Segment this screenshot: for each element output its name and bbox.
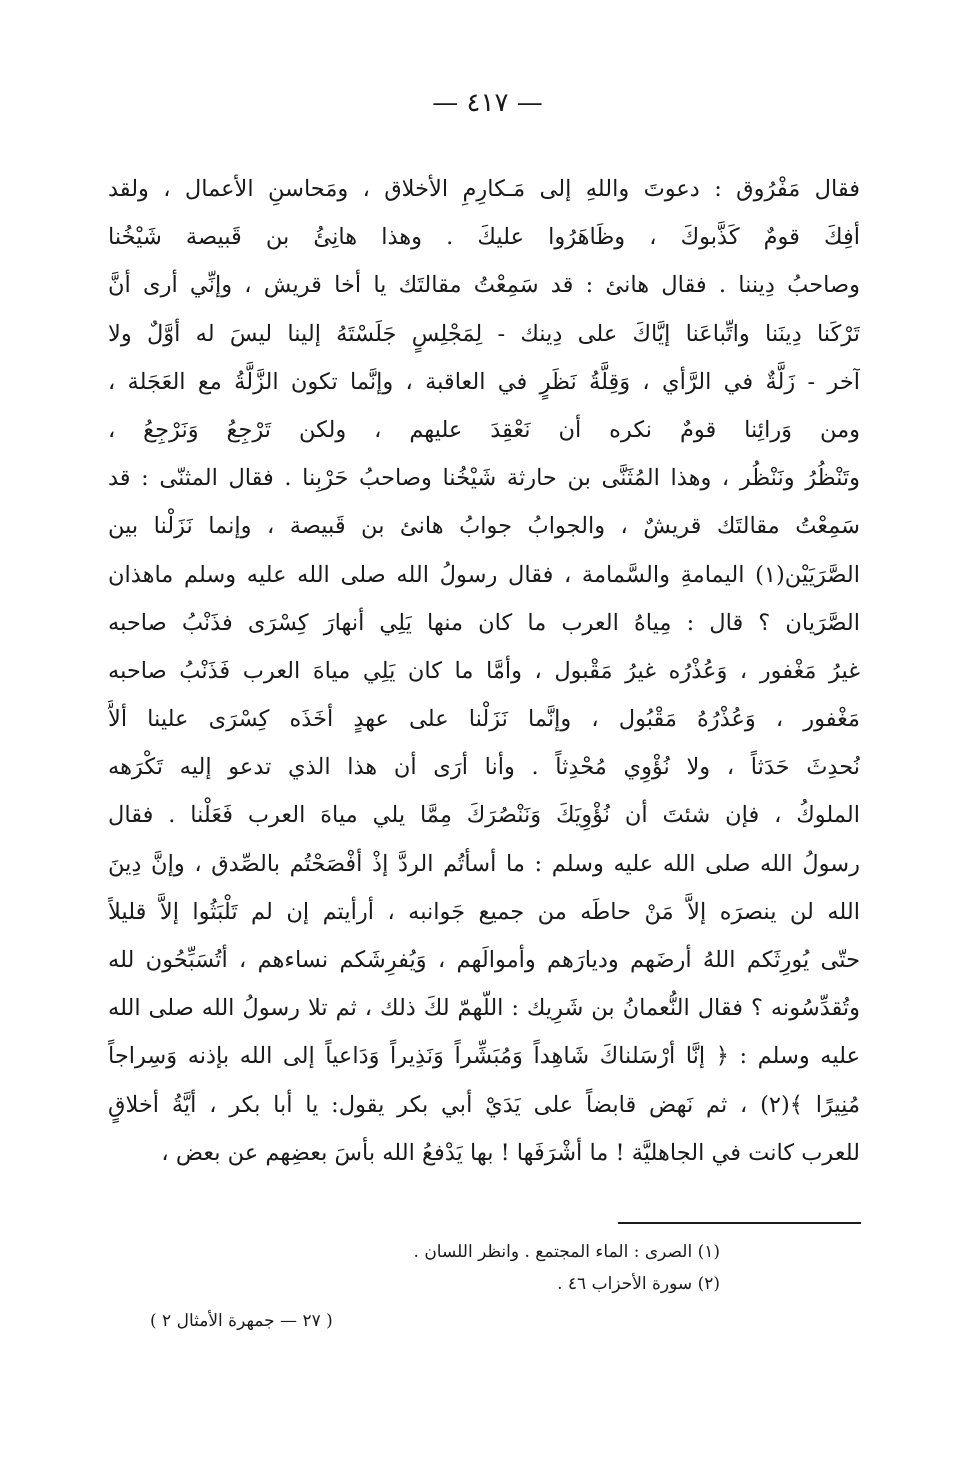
footnote-2: (٢) سورة الأحزاب ٤٦ . — [557, 1274, 720, 1294]
text-line: الله لن ينصرَه إلاَّ مَنْ حاطَه من جميع جَوانبه ، أرأيتم إن لم تَلْبَثُوا إلاَّ قليلاً — [108, 898, 860, 925]
body-text — [108, 165, 860, 1177]
text-line: ومن وَرائِنا قومٌ نكره أن نَعْقِدَ عليهم ، ولكن تَرْجِعُ وَنَرْجِعُ ، — [108, 416, 860, 443]
text-line: الصَّرَيان ؟ قال : مِياهُ العرب ما كان منها يَلِي أنهارَ كِسْرَى فذَنْبُ صاحبه — [108, 609, 860, 636]
page-number: — ٤١٧ — — [432, 88, 543, 118]
text-line: رسولُ الله صلى الله عليه وسلم : ما أسأتُم الردَّ إذْ أفْصَحْتُم بالصِّدق ، وإنَّ دِينَ — [108, 850, 860, 877]
footnote-1: (١) الصرى : الماء المجتمع . وانظر اللسان . — [413, 1242, 720, 1262]
text-line: وصاحبُ دِيننا . فقال هانئ : قد سَمِعْتُ مقالتَك يا أخا قريش ، وإنِّي أرى أنَّ — [108, 272, 860, 299]
text-line: وتُقدِّسُونه ؟ فقال النُّعمانُ بن شَرِيك : اللّهمّ لكَ ذلك ، ثم تلا رسولُ الله صلى الله — [108, 995, 860, 1022]
text-line: آخر - زَلَّةٌ في الرَّأي ، وَقِلَّةُ نَظَرٍ في العاقبة ، وإنَّما تكون الزَّلَّةُ مع العَجَلة ، — [108, 368, 860, 395]
text-line: الصَّرَيَيْن(١) اليمامةِ والسَّمامة ، فقال رسولُ الله صلى الله عليه وسلم ماهذان — [108, 561, 860, 588]
text-line: الملوكُ ، فإن شئتَ أن نُؤْوِيَكَ وَنَنْصُرَكَ مِمَّا يلي مياهَ العرب فَعَلْنا . فقال — [108, 802, 860, 829]
text-line: نُحدِثَ حَدَثاً ، ولا نُؤْوِي مُحْدِثاً . وأنا أرَى أن هذا الذي تدعو إليه تَكْرَهه — [108, 754, 860, 781]
text-line: حتّى يُورِثَكم اللهُ أرضَهم وديارَهم وأموالَهم ، وَيُفرِشَكم نساءهم ، أتُسَبِّحُون لله — [108, 947, 860, 973]
footnote-divider — [618, 1222, 861, 1224]
text-line: سَمِعْتُ مقالتَك قريشٌ ، والجوابُ جوابُ هانئ بن قَبيصة ، وإنما نَزَلْنا بين — [108, 513, 860, 540]
text-line: فقال مَفْرُوق : دعوتَ واللهِ إلى مَـكارِمِ الأخلاق ، ومَحاسنِ الأعمال ، ولقد — [108, 176, 860, 202]
text-line: مُنِيرًا ﴾(٢) ، ثم نَهض قابضاً على يَدَيْ أبي بكر يقول: يا أبا بكر ، أيَّةُ أخلاقٍ — [108, 1091, 860, 1118]
text-line: مَغْفور ، وَعُذْرُهُ مَقْبُول ، وإنَّما نَزَلْنا على عهدٍ أخَذَه كِسْرَى علينا ألاَّ — [108, 706, 860, 733]
text-line: للعرب كانت في الجاهليَّة ! ما أشْرَفَها ! بها يَدْفعُ الله بأسَ بعضِهم عن بعض ، — [161, 1139, 860, 1166]
footnotes — [414, 1236, 720, 1300]
text-line: تَرْكَنا دِينَنا واتِّباعَنا إيَّاكَ على دِينك - لِمَجْلِسٍ جَلَسْتَهُ إلينا ليسَ له أوَّلٌ ولا — [108, 320, 860, 347]
printer-signature: ( ٢٧ — جمهرة الأمثال ٢ ) — [150, 1311, 333, 1331]
text-line: وتَنْظُرُ ونَنْظُر ، وهذا المُثَنَّى بن حارثة شَيْخُنا وصاحبُ حَرْبِنا . فقال المثنّى : قد — [108, 465, 860, 492]
text-line: أفِكَ قومٌ كَذَّبوكَ ، وظَاهَرُوا عليكَ . وهذا هانِئُ بن قَبيصة شَيْخُنا — [108, 224, 860, 251]
text-line: غيرُ مَغْفور ، وَعُذْرُه غيرُ مَقْبول ، وأمَّا ما كان يَلِي مياهَ العرب فَذَنْبُ صاحبه — [108, 657, 860, 684]
text-line: عليه وسلم : ﴿ إنَّا أرْسَلناكَ شَاهِداً وَمُبَشِّراً وَنَذِيراً وَدَاعياً إلى الله بإذنه وَسِراجاً — [108, 1043, 860, 1070]
